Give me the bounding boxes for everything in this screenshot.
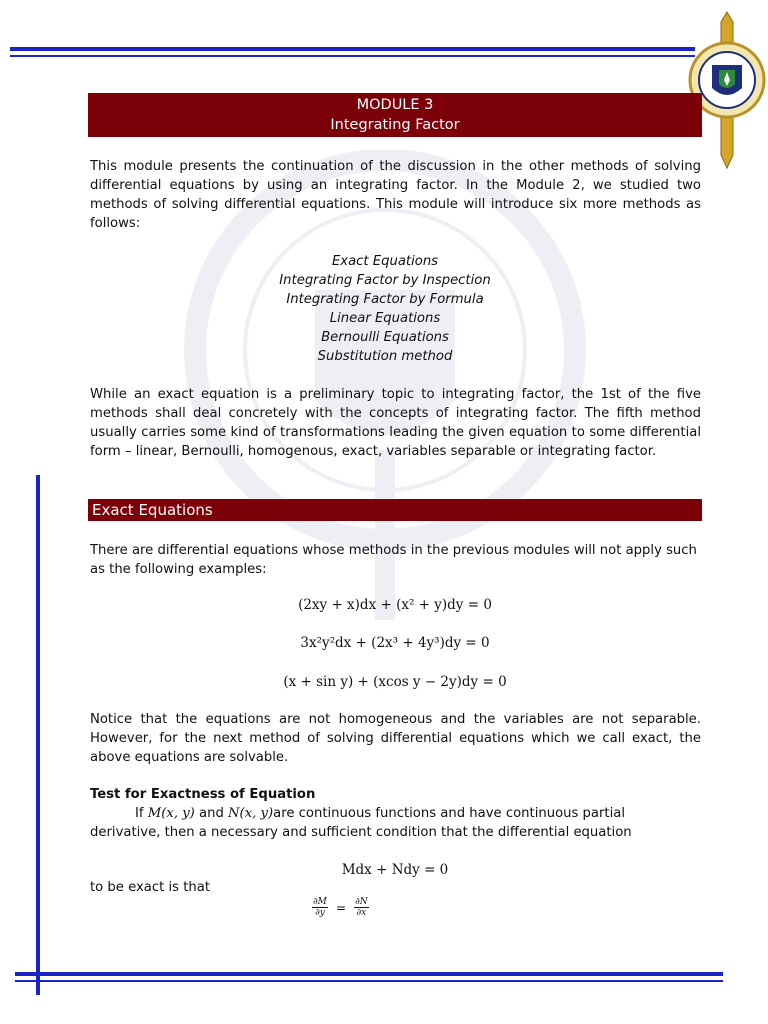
test-heading: Test for Exactness of Equation xyxy=(90,787,316,802)
example-equation-1: (2xy + x)dx + (x² + y)dy = 0 xyxy=(298,597,492,613)
method-item: Bernoulli Equations xyxy=(321,330,449,345)
method-item: Substitution method xyxy=(317,349,453,364)
bottom-rule-thick xyxy=(15,972,723,976)
top-rule-thick xyxy=(10,47,695,51)
notice-paragraph: Notice that the equations are not homogeneous and the variables are not separable. However, for the next method of solving differential equations which we call exact, the above equations are solvable. xyxy=(90,712,701,765)
if-word: If xyxy=(135,806,148,821)
n-function: N(x, y) xyxy=(228,806,274,821)
partial-m-over-y: $\frac{\partial M}{\partial y}$ xyxy=(313,897,327,918)
equals-sign: = xyxy=(335,901,347,915)
bottom-rule-thin xyxy=(15,980,723,982)
method-item: Exact Equations xyxy=(331,254,439,269)
example-equation-2: 3x²y²dx + (2x³ + 4y³)dy = 0 xyxy=(300,635,490,651)
m-function: M(x, y) xyxy=(147,806,195,821)
method-item: Integrating Factor by Inspection xyxy=(279,273,491,288)
and-word: and xyxy=(194,806,229,821)
methods-list xyxy=(90,252,680,366)
test-line-2: derivative, then a necessary and sufficient condition that the differential equation xyxy=(90,825,632,840)
examples-intro-paragraph: There are differential equations whose methods in the previous modules will not apply such as the following examples: xyxy=(90,543,697,577)
example-equation-3: (x + sin y) + (xcos y − 2y)dy = 0 xyxy=(283,674,507,690)
intro-paragraph: This module presents the continuation of the discussion in the other methods of solving differential equations by using an integrating factor. In the Module 2, we studied two methods of solving differential equations. This module will introduce six more methods as follows: xyxy=(90,159,701,231)
module-number: MODULE 3 xyxy=(356,97,434,113)
module-title: Integrating Factor xyxy=(330,117,460,133)
transition-paragraph: While an exact equation is a preliminary topic to integrating factor, the 1st of the five methods shall deal concretely with the concepts of integrating factor. The fifth method usually carries some kind of transformations leading the given equation to some differential form – linear, Bernoulli, homogenous, exact, variables separable or integrating factor. xyxy=(90,387,701,459)
test-line-1 xyxy=(135,806,625,821)
partial-n-over-x: $\frac{\partial N}{\partial x}$ xyxy=(355,897,368,918)
top-rule-thin xyxy=(10,55,695,57)
method-item: Integrating Factor by Formula xyxy=(286,292,484,307)
exactness-condition xyxy=(312,897,369,918)
module-title-banner xyxy=(88,93,702,137)
condition-text: are continuous functions and have continuous partial xyxy=(273,806,626,821)
method-item: Linear Equations xyxy=(329,311,441,326)
left-vertical-rule xyxy=(36,475,40,995)
exact-condition-text: to be exact is that xyxy=(90,880,210,895)
university-seal-logo xyxy=(688,10,768,170)
exact-form-equation: Mdx + Ndy = 0 xyxy=(341,862,449,878)
section-heading-exact-equations: Exact Equations xyxy=(88,499,702,521)
